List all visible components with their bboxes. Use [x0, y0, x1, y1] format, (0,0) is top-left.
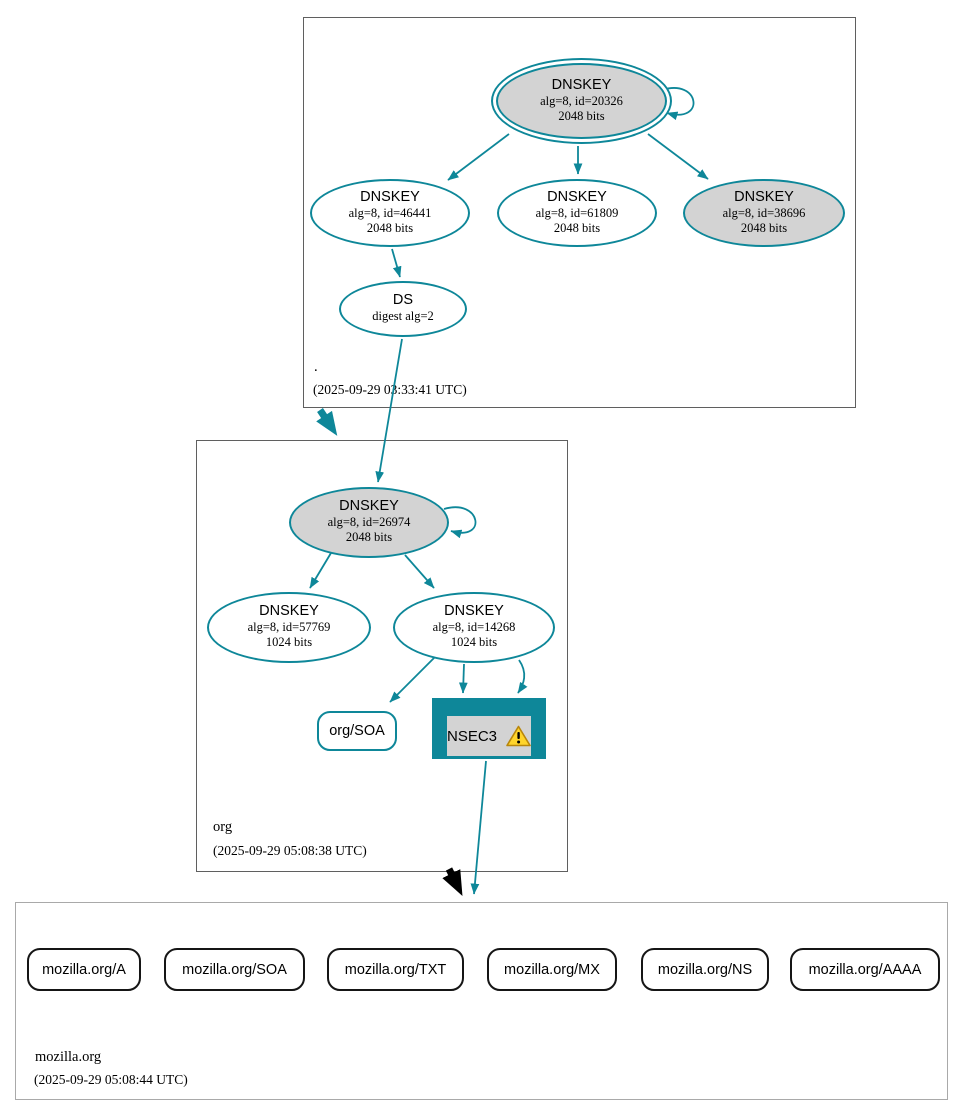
- rrset-mozilla-org-a[interactable]: [27, 948, 141, 991]
- node-attr: 2048 bits: [366, 220, 414, 235]
- node-attr: digest alg=2: [372, 309, 434, 324]
- node-label: mozilla.org/SOA: [182, 961, 287, 978]
- nsec3-node[interactable]: [432, 698, 546, 759]
- dnskey-57769-node[interactable]: [207, 592, 371, 663]
- node-label: mozilla.org/TXT: [344, 961, 447, 978]
- node-attr: 2048 bits: [345, 530, 393, 545]
- rrset-mozilla-org-aaaa[interactable]: [790, 948, 940, 991]
- edge-ksk26974-to-zsk14268: [405, 555, 434, 588]
- node-label: mozilla.org/MX: [504, 961, 600, 978]
- ds-node[interactable]: [339, 281, 467, 337]
- node-label: mozilla.org/NS: [657, 961, 753, 978]
- edge-zsk14268-to-nsec3-right: [518, 660, 524, 693]
- node-attr: alg=8, id=20326: [540, 93, 623, 108]
- dnskey-20326-node[interactable]: [491, 58, 672, 144]
- edge-secure-delegation-root-to-org: [320, 410, 332, 428]
- dnskey-61809-node[interactable]: [497, 179, 657, 247]
- edge-ds-to-org-ksk: [378, 339, 402, 482]
- node-label: DNSKEY: [339, 498, 399, 515]
- zone-label-root: .: [314, 359, 318, 375]
- dnskey-20326-inner: [496, 63, 667, 139]
- rrset-mozilla-org-mx[interactable]: [487, 948, 617, 991]
- node-attr: alg=8, id=14268: [432, 620, 516, 635]
- node-label: DS: [392, 292, 414, 309]
- dnskey-46441-node[interactable]: [310, 179, 470, 247]
- node-label: DNSKEY: [444, 603, 504, 620]
- node-attr: alg=8, id=26974: [327, 515, 411, 530]
- edge-ksk20326-to-zsk46441: [448, 134, 509, 180]
- node-attr: alg=8, id=57769: [247, 620, 331, 635]
- node-label: DNSKEY: [259, 603, 319, 620]
- node-label: DNSKEY: [734, 188, 794, 205]
- node-attr: alg=8, id=61809: [535, 205, 619, 220]
- zone-timestamp-root: (2025-09-29 03:33:41 UTC): [313, 382, 467, 397]
- zone-label-mozilla-org: mozilla.org: [35, 1049, 102, 1065]
- dnskey-38696-node[interactable]: [683, 179, 845, 247]
- edge-ksk20326-to-zsk38696: [648, 134, 708, 179]
- node-label: NSEC3: [446, 727, 498, 745]
- node-label: DNSKEY: [551, 76, 612, 93]
- edge-zsk46441-to-ds: [392, 249, 400, 277]
- zone-timestamp-mozilla-org: (2025-09-29 05:08:44 UTC): [34, 1072, 188, 1087]
- warning-icon: [506, 725, 531, 747]
- node-attr: 1024 bits: [450, 635, 498, 650]
- rrset-mozilla-org-ns[interactable]: [641, 948, 769, 991]
- node-attr: 2048 bits: [558, 108, 605, 123]
- node-label: mozilla.org/AAAA: [808, 961, 922, 978]
- edge-ksk26974-to-zsk57769: [310, 553, 331, 588]
- rrset-mozilla-org-soa[interactable]: [164, 948, 305, 991]
- dnskey-14268-node[interactable]: [393, 592, 555, 663]
- node-attr: alg=8, id=38696: [722, 205, 806, 220]
- rrset-mozilla-org-txt[interactable]: [327, 948, 464, 991]
- zone-timestamp-org: (2025-09-29 05:08:38 UTC): [213, 843, 367, 858]
- edge-nsec3-to-mozilla-zone: [474, 761, 486, 894]
- edge-zsk14268-to-org-soa: [390, 657, 435, 702]
- nsec3-record-cells: [488, 701, 491, 713]
- node-attr: 2048 bits: [553, 220, 601, 235]
- node-attr: alg=8, id=46441: [348, 205, 432, 220]
- node-attr: 1024 bits: [265, 635, 313, 650]
- edge-insecure-delegation-org-to-mozilla: [449, 869, 458, 887]
- edge-zsk14268-to-nsec3-left: [463, 664, 464, 693]
- org-soa-node[interactable]: [317, 711, 397, 751]
- dnskey-26974-node[interactable]: [289, 487, 449, 558]
- node-label: org/SOA: [329, 723, 385, 739]
- zone-label-org: org: [213, 819, 233, 835]
- node-label: DNSKEY: [360, 188, 420, 205]
- nsec3-main-cell: [447, 716, 531, 756]
- node-label: DNSKEY: [547, 188, 607, 205]
- node-attr: 2048 bits: [740, 220, 788, 235]
- node-label: mozilla.org/A: [42, 961, 126, 978]
